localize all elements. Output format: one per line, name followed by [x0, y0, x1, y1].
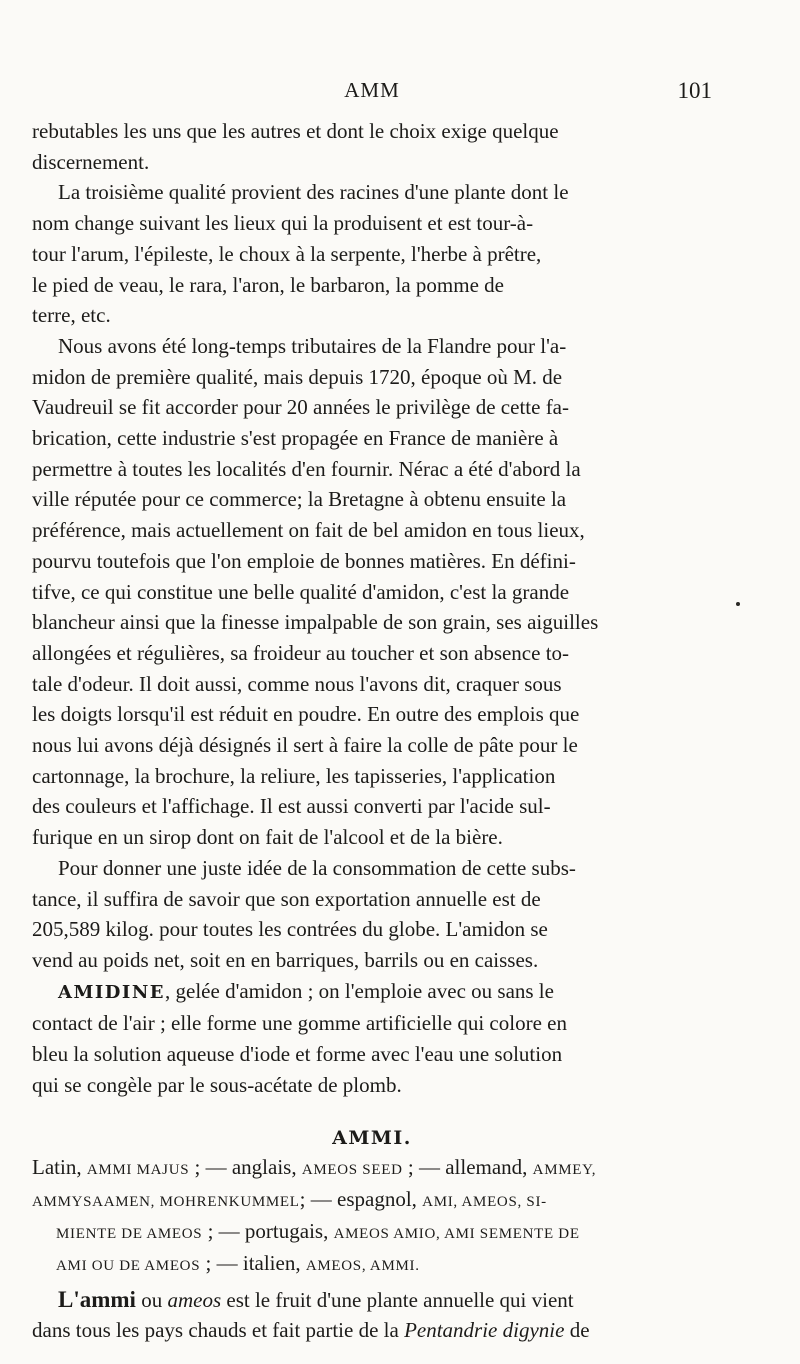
text-line: nom change suivant les lieux qui la produisent et est tour-à- — [32, 211, 534, 236]
text-line: qui se congèle par le sous-acétate de plomb. — [32, 1072, 402, 1097]
text-line: nous lui avons déjà désignés il sert à faire la colle de pâte pour le — [32, 733, 578, 758]
ameos-term: ameos — [167, 1287, 222, 1312]
text-line: terre, etc. — [32, 303, 111, 328]
text-line: allongées et régulières, sa froideur au toucher et son absence to- — [32, 640, 570, 665]
text-line: bleu la solution aqueuse d'iode et forme avec l'eau une solution — [32, 1042, 563, 1067]
text-line: permettre à toutes les localités d'en fournir. Nérac a été d'abord la — [32, 456, 581, 481]
text-line: les doigts lorsqu'il est réduit en poudre. En outre des emplois que — [32, 702, 580, 727]
section-title-ammi: AMMI. — [332, 1126, 412, 1149]
text-line: tale d'odeur. Il doit aussi, comme nous l'avons dit, craquer sous — [32, 671, 562, 696]
text-line: vend au poids net, soit en en barriques, barrils ou en caisses. — [32, 947, 539, 972]
ink-speck — [736, 602, 740, 606]
synonym-line: MIENTE DE AMEOS ; — portugais, AMEOS AMIO, AMI SEMENTE DE — [56, 1218, 580, 1243]
text-line: rebutables les uns que les autres et dont le choix exige quelque — [32, 119, 559, 143]
synonyms-block — [32, 1153, 712, 1281]
paragraph-history — [32, 331, 712, 853]
text-line: pourvu toutefois que l'on emploie de bonnes matières. En défini- — [32, 548, 576, 573]
text-line: 205,589 kilog. pour toutes les contrées du globe. L'amidon se — [32, 917, 548, 942]
ammi-article: L' — [58, 1286, 80, 1312]
paragraph-ammi: L'ammi ou ameos est le fruit d'une plante annuelle qui vient dans tous les pays chauds et fait partie de la Pentandrie digynie de — [32, 1286, 590, 1343]
page-number: 101 — [677, 78, 712, 103]
text-line: contact de l'air ; elle forme une gomme artificielle qui colore en — [32, 1011, 567, 1036]
synonym-line: AMMYSAAMEN, MOHRENKUMMEL; — espagnol, AMI, AMEOS, SI- — [32, 1186, 547, 1211]
paragraph-consumption — [32, 853, 712, 976]
running-title: AMM — [344, 78, 400, 102]
entry-headword: AMIDINE — [58, 981, 166, 1003]
page-body — [32, 116, 712, 1346]
running-head — [32, 78, 712, 108]
text-line: tance, il suffira de savoir que son exportation annuelle est de — [32, 886, 541, 911]
text-line: Pour donner une juste idée de la consommation de cette subs- — [58, 855, 576, 880]
text-line: blancheur ainsi que la finesse impalpable de son grain, ses aiguilles — [32, 610, 599, 635]
ammi-term: ammi — [79, 1286, 136, 1312]
synonym-line: AMI OU DE AMEOS ; — italien, AMEOS, AMMI. — [56, 1250, 420, 1275]
text-line: cartonnage, la brochure, la reliure, les tapisseries, l'application — [32, 763, 556, 788]
text-line: Nous avons été long-temps tributaires de la Flandre pour l'a- — [58, 333, 567, 358]
synonym-line: Latin, AMMI MAJUS ; — anglais, AMEOS SEED ; — allemand, AMMEY, — [32, 1154, 597, 1179]
botanical-class: Pentandrie digynie — [404, 1318, 565, 1343]
text-line: , gelée d'amidon ; on l'emploie avec ou sans le — [165, 978, 554, 1003]
text-line: brication, cette industrie s'est propagée en France de manière à — [32, 426, 559, 451]
text-line: des couleurs et l'affichage. Il est aussi converti par l'acide sul- — [32, 794, 551, 819]
entry-amidine — [32, 976, 712, 1101]
text-line: discernement. — [32, 149, 150, 174]
text-line: furique en un sirop dont on fait de l'alcool et de la bière. — [32, 825, 503, 850]
text-line: tour l'arum, l'épileste, le choux à la serpente, l'herbe à prêtre, — [32, 241, 542, 266]
text-line: ville réputée pour ce commerce; la Bretagne à obtenu ensuite la — [32, 487, 567, 512]
paragraph-continuation — [32, 116, 712, 177]
paragraph-third-quality — [32, 177, 712, 331]
text-line: La troisième qualité provient des racines d'une plante dont le — [58, 180, 569, 205]
text-line: midon de première qualité, mais depuis 1720, époque où M. de — [32, 364, 563, 389]
text-line: Vaudreuil se fit accorder pour 20 années le privilège de cette fa- — [32, 395, 569, 420]
text-line: préférence, mais actuellement on fait de bel amidon en tous lieux, — [32, 518, 585, 543]
text-line: tifve, ce qui constitue une belle qualité d'amidon, c'est la grande — [32, 579, 570, 604]
text-line: le pied de veau, le rara, l'aron, le barbaron, la pomme de — [32, 272, 504, 297]
